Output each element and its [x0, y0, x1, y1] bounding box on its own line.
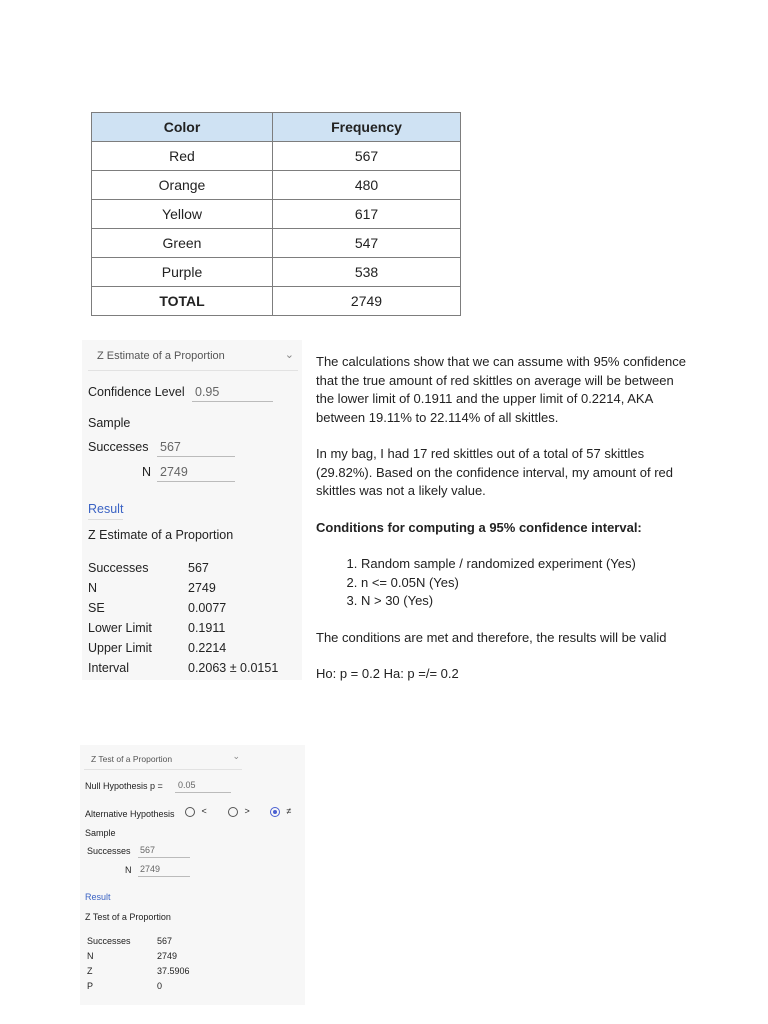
table-cell-total-label: TOTAL	[92, 287, 273, 316]
result-label: Successes	[87, 936, 131, 946]
sample-label: Sample	[88, 416, 131, 430]
result-value: 0.1911	[188, 621, 226, 635]
result-value: 0.2214	[188, 641, 227, 655]
radio-label: ≠	[286, 806, 292, 816]
radio-icon	[228, 807, 238, 817]
procedure-dropdown-label: Z Test of a Proportion	[91, 754, 173, 764]
n-label: N	[125, 865, 132, 875]
table-row	[92, 258, 461, 287]
result-label: N	[87, 951, 94, 961]
table-cell-color: Orange	[92, 171, 273, 200]
table-cell-color: Yellow	[92, 200, 273, 229]
result-title: Z Test of a Proportion	[85, 912, 171, 922]
radio-icon	[185, 807, 195, 817]
procedure-dropdown-label: Z Estimate of a Proportion	[97, 350, 225, 362]
result-label: SE	[88, 601, 105, 615]
table-header-row	[92, 113, 461, 142]
table-row	[92, 142, 461, 171]
successes-input[interactable]: 567	[157, 440, 235, 457]
result-label: Interval	[88, 661, 129, 675]
result-value: 567	[157, 936, 173, 946]
result-value: 37.5906	[157, 966, 190, 976]
radio-selected-icon	[270, 807, 280, 817]
successes-label: Successes	[87, 846, 131, 856]
z-test-panel	[80, 745, 305, 1005]
result-value: 2749	[188, 581, 216, 595]
null-hypothesis-input[interactable]: 0.05	[175, 780, 231, 793]
conditions-list	[316, 555, 686, 611]
radio-label: >	[244, 806, 250, 816]
result-title: Z Estimate of a Proportion	[88, 528, 234, 542]
table-cell-total-value: 2749	[273, 287, 461, 316]
explanation-text	[316, 353, 686, 684]
result-value: 0.2063 ± 0.0151	[188, 661, 279, 675]
confidence-level-label: Confidence Level	[88, 385, 185, 399]
table-cell-color: Red	[92, 142, 273, 171]
paragraph-conditions-met: The conditions are met and therefore, the results will be valid	[316, 629, 667, 645]
result-value: 567	[188, 561, 209, 575]
result-link[interactable]: Result	[85, 892, 111, 902]
paragraph-bag: In my bag, I had 17 red skittles out of a total of 57 skittles (29.82%). Based on the confidence interval, my amount of red skittles was not a likely value.	[316, 446, 673, 498]
radio-not-equal[interactable]	[270, 806, 291, 817]
successes-input[interactable]: 567	[138, 845, 190, 858]
table-cell-frequency: 617	[273, 200, 461, 229]
result-label: Lower Limit	[88, 621, 152, 635]
column-header-color: Color	[92, 113, 273, 142]
table-cell-color: Purple	[92, 258, 273, 287]
paragraph-confidence: The calculations show that we can assume with 95% confidence that the true amount of red skittles on average will be between the lower limit of 0.1911 and the upper limit of 0.2214, AKA between 19.11% to 22.114% of all skittles.	[316, 354, 686, 425]
result-label: Successes	[88, 561, 149, 575]
successes-label: Successes	[88, 440, 149, 454]
radio-label: <	[201, 806, 207, 816]
column-header-frequency: Frequency	[273, 113, 461, 142]
table-cell-frequency: 567	[273, 142, 461, 171]
confidence-level-input[interactable]: 0.95	[192, 385, 273, 402]
z-estimate-panel	[82, 340, 302, 680]
result-value: 2749	[157, 951, 178, 961]
result-label: Upper Limit	[88, 641, 152, 655]
alternative-hypothesis-label: Alternative Hypothesis	[85, 809, 175, 819]
list-item: 2. n <= 0.05N (Yes)	[361, 574, 686, 593]
table-cell-frequency: 538	[273, 258, 461, 287]
table-row	[92, 200, 461, 229]
table-row	[92, 229, 461, 258]
hypotheses-text: Ho: p = 0.2 Ha: p =/= 0.2	[316, 666, 459, 681]
result-label: N	[88, 581, 98, 595]
table-row	[92, 171, 461, 200]
chevron-down-icon: ⌄	[232, 751, 240, 761]
table-cell-frequency: 547	[273, 229, 461, 258]
table-total-row	[92, 287, 461, 316]
chevron-down-icon: ⌄	[284, 349, 294, 361]
radio-less-than[interactable]	[185, 806, 207, 817]
n-input[interactable]: 2749	[138, 864, 190, 877]
list-item: 1. Random sample / randomized experiment (Yes)	[361, 555, 686, 574]
conditions-heading: Conditions for computing a 95% confidence interval:	[316, 519, 642, 535]
list-item: 3. N > 30 (Yes)	[361, 592, 686, 611]
result-value: 0	[157, 981, 163, 991]
result-label: Z	[87, 966, 93, 976]
null-hypothesis-label: Null Hypothesis p =	[85, 781, 163, 791]
sample-label: Sample	[85, 828, 116, 838]
procedure-dropdown[interactable]	[88, 348, 298, 371]
result-label: P	[87, 981, 94, 991]
result-link[interactable]: Result	[88, 502, 123, 520]
n-label: N	[142, 465, 152, 479]
table-cell-frequency: 480	[273, 171, 461, 200]
radio-greater-than[interactable]	[228, 806, 250, 817]
n-input[interactable]: 2749	[157, 465, 235, 482]
result-value: 0.0077	[188, 601, 227, 615]
procedure-dropdown[interactable]	[84, 749, 242, 770]
frequency-table	[91, 112, 461, 316]
table-cell-color: Green	[92, 229, 273, 258]
